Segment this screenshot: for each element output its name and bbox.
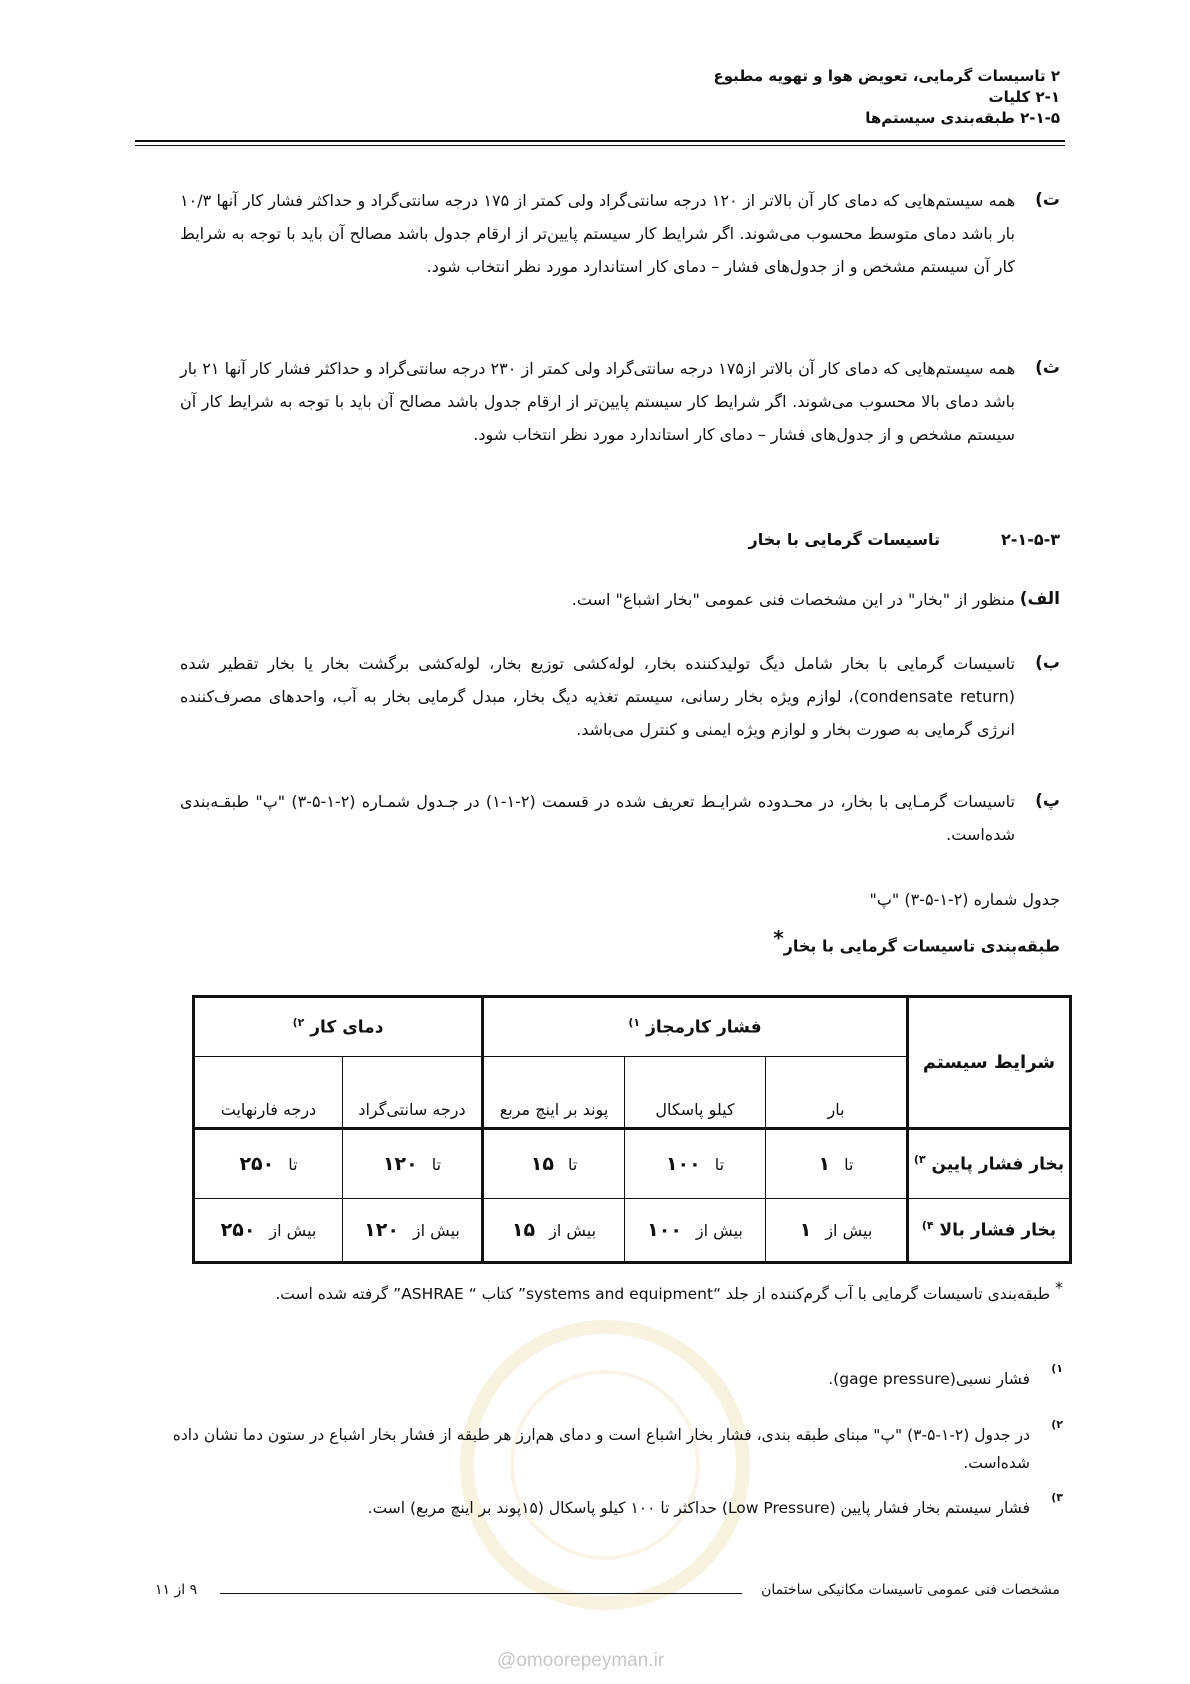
table-cell	[766, 1129, 908, 1199]
cell-value: ۱	[818, 1153, 831, 1175]
cell-value: ۲۵۰	[220, 1219, 256, 1241]
cell-prefix: تا	[288, 1155, 298, 1174]
item-be-text: تاسیسات گرمایی با بخار شامل دیگ تولیدکننده بخار، لوله‌کشی توزیع بخار، لوله‌کشی برگشت بخار یا بخار تقطیر شده (condensate return)، لوازم ویژه بخار رسانی، سیستم تغذیه دیگ بخار، مبدل گرمایی بخار به آب، واحدهای مصرف‌کننده انرژی گرمایی به صورت بخار و لوازم ویژه ایمنی و کنترل می‌باشد.	[180, 654, 1015, 739]
footer-page-number: ۹ از ۱۱	[155, 1582, 198, 1598]
col-header-psi: پوند بر اینچ مربع	[483, 1057, 625, 1129]
table-title-text: طبقه‌بندی تاسیسات گرمایی با بخار	[783, 936, 1060, 956]
cell-value: ۱۰۰	[665, 1153, 701, 1175]
footnote-3-mark: ۳)	[1051, 1491, 1063, 1504]
header-section: ۲-۱ کلیات	[988, 88, 1060, 106]
header-rule-thin	[135, 145, 1065, 146]
item-pe-text: تاسیسات گرمـایی با بخار، در محـدوده شرایـط تعریف شده در قسمت (۲-۱-۱) در جـدول شمـاره (۲-۱-۵-۳) "پ" طبقـه‌بندی شده‌است.	[180, 792, 1015, 844]
item-alef-label: الف)	[1019, 589, 1060, 609]
star-note-text: طبقه‌بندی تاسیسات گرمایی با آب گرم‌کننده از جلد “systems and equipment” کتاب “ ASHRAE” گرفته شده است.	[275, 1285, 1051, 1304]
table-cell	[483, 1199, 625, 1263]
temp-group-label: دمای کار	[310, 1017, 384, 1038]
table-cell	[625, 1129, 766, 1199]
section-title: تاسیسات گرمایی با بخار	[748, 530, 940, 549]
cell-value: ۱۵	[530, 1153, 554, 1175]
col-header-fahrenheit: درجه فارنهایت	[194, 1057, 343, 1129]
pressure-group-label: فشار کارمجاز	[646, 1017, 762, 1038]
pressure-group-header	[483, 997, 908, 1057]
steam-classification-table	[192, 995, 1072, 1264]
header-rule-thick	[135, 140, 1065, 142]
pressure-group-note: ۱)	[628, 1016, 641, 1030]
cell-prefix: بیش از	[549, 1221, 597, 1240]
footer-title: مشخصات فنی عمومی تاسیسات مکانیکی ساختمان	[761, 1582, 1060, 1598]
section-number: ۲-۱-۵-۳	[1001, 530, 1060, 549]
star-note	[163, 1278, 1063, 1303]
cell-prefix: بیش از	[695, 1221, 743, 1240]
cell-prefix: بیش از	[412, 1221, 460, 1240]
cell-prefix: بیش از	[825, 1221, 873, 1240]
cell-value: ۱۲۰	[364, 1219, 399, 1241]
row-header-low-pressure	[908, 1129, 1071, 1199]
item-te-label: ت)	[1035, 190, 1060, 210]
row-name-low: بخار فشار پایین	[931, 1154, 1065, 1175]
footer-rule	[220, 1593, 742, 1594]
item-alef-text: منظور از "بخار" در این مشخصات فنی عمومی "بخار اشباع" است.	[571, 590, 1015, 609]
row-header-high-pressure	[908, 1199, 1071, 1263]
item-te-text: همه سیستم‌هایی که دمای کار آن بالاتر از ۱۲۰ درجه سانتی‌گراد ولی کمتر از ۱۷۵ درجه سانتی‌گراد و حداکثر فشار کار آنها ۱۰/۳ بار باشد دمای متوسط محسوب می‌شوند. اگر شرایط کار سیستم پایین‌تر از ارقام جدول باشد مصالح آن باید با توجه به شرایط کار آن سیستم مشخص و از جدول‌های فشار – دمای کار استاندارد مورد نظر انتخاب شود.	[180, 191, 1016, 276]
cell-value: ۱۲۰	[382, 1153, 418, 1175]
col-header-kpa: کیلو پاسکال	[625, 1057, 766, 1129]
cell-value: ۲۵۰	[239, 1153, 275, 1175]
row-note-low: ۳)	[913, 1153, 926, 1167]
header-chapter: ۲ تاسیسات گرمایی، تعویض هوا و تهویه مطبوع	[713, 67, 1060, 85]
cell-value: ۱۰۰	[647, 1219, 682, 1241]
table-title-star: *	[773, 926, 784, 950]
temp-group-header	[194, 997, 483, 1057]
cell-prefix: بیش از	[269, 1221, 317, 1240]
cell-value: ۱۵	[511, 1219, 536, 1241]
cell-value: ۱	[799, 1219, 812, 1241]
cell-prefix: تا	[431, 1155, 442, 1174]
cell-prefix: تا	[714, 1155, 725, 1174]
item-be-label: ب)	[1035, 653, 1060, 673]
table-cell	[625, 1199, 766, 1263]
table-cell	[194, 1129, 343, 1199]
col-header-celsius: درجه سانتی‌گراد	[343, 1057, 483, 1129]
table-cell	[194, 1199, 343, 1263]
table-cell	[343, 1199, 483, 1263]
star-note-mark: *	[1055, 1278, 1063, 1297]
footnote-2-mark: ۲)	[1051, 1418, 1063, 1431]
item-se-text: همه سیستم‌هایی که دمای کار آن بالاتر از۱۷۵ درجه سانتی‌گراد ولی کمتر از ۲۳۰ درجه سانتی‌گراد و حداکثر فشار کار آنها ۲۱ بار باشد دمای بالا محسوب می‌شوند. اگر شرایط کار سیستم پایین‌تر از ارقام جدول باشد مصالح آن باید با توجه به شرایط کار آن سیستم مشخص و از جدول‌های فشار – دمای کار استاندارد مورد نظر انتخاب شود.	[180, 359, 1016, 444]
footnote-1-mark: ۱)	[1051, 1362, 1063, 1375]
table-title	[773, 926, 1060, 955]
footnote-2-text: در جدول (۲-۱-۵-۳) "پ" مبنای طبقه بندی، فشار بخار اشباع است و دمای هم‌ارز هر طبقه از فشار بخار اشباع در ستون دما نشان داده شده‌است.	[172, 1426, 1030, 1472]
watermark-url: @omoorepeyman.ir	[497, 1650, 665, 1671]
system-header: شرایط سیستم	[908, 997, 1071, 1129]
row-note-high: ۴)	[921, 1219, 934, 1233]
footnote-3-text: فشار سیستم بخار فشار پایین (Low Pressure) حداکثر تا ۱۰۰ کیلو پاسکال (۱۵پوند بر اینچ مربع) است.	[367, 1499, 1030, 1517]
table-cell	[483, 1129, 625, 1199]
table-number: جدول شماره (۲-۱-۵-۳) "پ"	[869, 890, 1060, 909]
cell-prefix: تا	[567, 1155, 578, 1174]
temp-group-note: ۲)	[292, 1016, 305, 1030]
item-se-label: ث)	[1035, 358, 1060, 378]
row-name-high: بخار فشار بالا	[939, 1220, 1057, 1241]
cell-prefix: تا	[844, 1155, 854, 1174]
table-cell	[343, 1129, 483, 1199]
table-cell	[766, 1199, 908, 1263]
header-subsection: ۲-۱-۵ طبقه‌بندی سیستم‌ها	[865, 109, 1060, 127]
footnote-1-text: فشار نسبی(gage pressure).	[828, 1370, 1030, 1388]
item-pe-label: پ)	[1035, 791, 1060, 811]
col-header-bar: بار	[766, 1057, 908, 1129]
